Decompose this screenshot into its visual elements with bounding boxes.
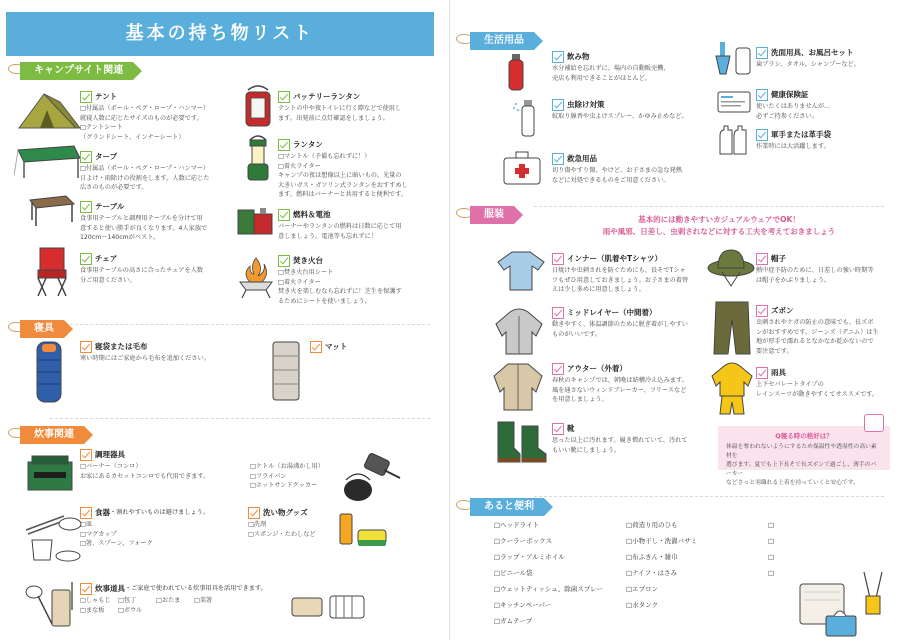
item-washing [248, 506, 338, 539]
desc-line: 分ご用意ください。 [80, 276, 136, 284]
desc-line: □マントル（予備も忘れずに！） [278, 153, 371, 160]
item-name: タープ [95, 151, 118, 161]
item-bonfire [278, 254, 448, 306]
hat-icon [706, 244, 756, 288]
item-name: 寝袋または毛布 [95, 341, 148, 351]
checkbox[interactable] [80, 91, 92, 103]
item-name: ミッドレイヤー（中間着） [567, 307, 657, 317]
desc-line: 日よけ・雨除けの役割をします。人数に応じた [80, 174, 210, 182]
section-bedding: 寝具 [20, 320, 64, 338]
detergent-sponge-icon [336, 510, 392, 554]
item-table [80, 200, 240, 243]
checkbox[interactable] [552, 363, 564, 375]
checkbox[interactable] [756, 89, 768, 101]
checkbox[interactable] [80, 253, 92, 265]
gift-icon [864, 414, 884, 432]
tissue-box-icon [824, 606, 858, 638]
checkbox[interactable] [278, 255, 290, 267]
desc-line: などに対処できるものをご用意ください。 [552, 176, 670, 184]
desc-line: □付属品（ポール・ペグ・ロープ・ハンマー） [80, 105, 210, 112]
desc-line: □焚き火台用シート [278, 269, 334, 276]
item-tableware [80, 506, 250, 549]
desc-line: 地が厚手で濡れるとなかなか乾かないので [756, 338, 874, 346]
lantern-icon [240, 134, 276, 186]
intro-line: 雨や風邪、日差し、虫刺されなどに対する工夫を考えておきましょう [602, 226, 836, 236]
section-living: 生活用品 [470, 32, 534, 50]
checkbox[interactable] [278, 91, 290, 103]
desc-line: □皿 [80, 521, 93, 528]
item-name: 帽子 [771, 253, 786, 263]
useful-item[interactable]: □ナイフ・はさみ [626, 569, 677, 577]
table-icon [26, 192, 76, 228]
desc-line: 上下セパレートタイプの [756, 381, 824, 388]
tent-icon [14, 88, 84, 134]
item-name: インナー（肌着やTシャツ） [567, 253, 662, 263]
desc-line: 水分補給を忘れずに。場内の自動販売機、 [552, 65, 670, 72]
divider [50, 324, 430, 325]
desc-line: □マグカップ [80, 530, 117, 538]
clothing-intro [544, 214, 894, 237]
desc-line: 意すると使い勝手が良くなります。4人家族で [80, 224, 208, 232]
checkbox[interactable] [552, 153, 564, 165]
checkbox[interactable] [80, 449, 92, 461]
checkbox[interactable] [310, 341, 322, 353]
item-mid [552, 306, 722, 339]
checkbox[interactable] [80, 151, 92, 163]
desc-line: 食事用テーブルの高さに合ったチェアを人数 [80, 267, 204, 274]
checkbox[interactable] [756, 305, 768, 317]
desc-line: 意しましょう。電池等も忘れずに！ [278, 232, 377, 240]
section-campsite: キャンプサイト関連 [20, 62, 133, 80]
grill-basket-icon [290, 590, 366, 624]
bonfire-icon [236, 254, 276, 298]
tarp-icon [14, 140, 84, 180]
tip-line: 選びます。夏でも上下長そで長ズボンで過ごし、薄手のパーカー [726, 462, 877, 478]
checkbox[interactable] [756, 253, 768, 265]
item-tarp [80, 150, 240, 193]
battery-lantern-icon [240, 84, 276, 130]
useful-item[interactable]: □クーラーボックス [494, 537, 553, 545]
desc-line: 動きやすく、体温調節のために脱ぎ着がしやすい [552, 321, 688, 328]
useful-item[interactable]: □布ふきん・雑巾 [626, 553, 678, 561]
useful-item[interactable]: □ヘッドライト [494, 521, 539, 529]
raincoat-icon [710, 362, 754, 416]
item-lantern [278, 138, 448, 200]
checkbox[interactable] [80, 507, 92, 519]
checkbox[interactable] [278, 209, 290, 221]
item-first-aid [552, 152, 722, 185]
useful-item[interactable]: □ [768, 521, 775, 529]
item-name: 燃料＆電池 [293, 209, 331, 219]
desc-line: □おたま [156, 597, 181, 604]
checkbox[interactable] [80, 341, 92, 353]
desc-line: 焚き火を楽しむなら忘れずに！芝生を保護す [278, 288, 402, 296]
item-name: アウター（外着） [567, 363, 627, 373]
desc-line: □ボウル [118, 606, 143, 614]
desc-line: 広さのものが必要です。 [80, 184, 148, 192]
desc-line: は帽子をかぶりましょう。 [756, 276, 831, 284]
tip-title: Q寝る時の格好は？ [775, 432, 833, 440]
left-page [0, 0, 450, 640]
stove-icon [24, 452, 76, 496]
useful-item[interactable]: □荷造り用のひも [626, 521, 678, 529]
divider [534, 496, 884, 497]
clothespin-icon [856, 568, 890, 618]
sleep-tip-box [718, 426, 890, 486]
item-name: ランタン [293, 139, 323, 149]
desc-line: □フライパン [250, 472, 287, 480]
item-name: テント [95, 91, 118, 101]
desc-line: 就寝人数に応じたサイズのものが必要です。 [80, 114, 203, 122]
pan-kettle-icon [336, 450, 402, 506]
hoodie-icon [492, 306, 546, 356]
desc-line: 要注意です。 [756, 347, 793, 355]
desc-line: 寒い時期にはご家庭から毛布を追加ください。 [80, 355, 210, 362]
desc-line: □ホットサンドクッカー [250, 482, 318, 490]
desc-line: □しゃもじ [80, 597, 111, 604]
item-name: 飲み物 [567, 51, 590, 61]
item-fuel [278, 208, 448, 241]
desc-line: □菜箸 [194, 597, 213, 604]
useful-item[interactable]: □ガムテープ [494, 617, 533, 625]
kitchen-tools-icon [22, 580, 80, 636]
desc-line: お家にあるカセットコンロでも代用できます。 [80, 472, 210, 480]
item-name: バッテリーランタン [293, 91, 361, 101]
item-name: 炊事道具 [95, 583, 125, 593]
desc-line: 切り傷やすり傷、やけど、お子さまの急な発熱 [552, 167, 682, 174]
right-page [454, 0, 904, 640]
useful-item[interactable]: □小物干し・洗濯バサミ [626, 537, 698, 545]
section-clothing: 服装 [470, 206, 514, 224]
item-name: 虫除け対策 [567, 99, 605, 109]
desc-line: 思った以上に汚れます。履き慣れていて、汚れて [552, 437, 688, 444]
item-rain [756, 366, 904, 399]
chair-icon [30, 244, 74, 298]
tableware-icon [24, 508, 84, 568]
useful-item[interactable]: □エプロン [626, 585, 659, 593]
useful-item[interactable]: □ [768, 553, 775, 561]
item-name: 救急用品 [567, 153, 597, 163]
item-name: 靴 [567, 423, 575, 433]
item-name: 洗い物グッズ [263, 507, 308, 517]
first-aid-icon [502, 150, 542, 186]
item-shoes [552, 422, 722, 455]
desc-line: □バーナー（コンロ） [80, 463, 142, 470]
desc-line: □箸、スプーン、フォーク [80, 540, 153, 548]
checkbox[interactable] [756, 367, 768, 379]
item-name: 洗面用具、お風呂セット [771, 47, 854, 57]
item-sleeping-bag [80, 340, 260, 364]
desc-line: □まな板 [80, 606, 105, 614]
desc-line: ンがおすすめです。ジーンズ（デニム）は生 [756, 328, 879, 336]
useful-item[interactable]: □ [768, 537, 775, 545]
checkbox[interactable] [80, 583, 92, 595]
checkbox[interactable] [248, 507, 260, 519]
page-title: 基本の持ち物リスト [6, 12, 434, 56]
fuel-icon [236, 204, 276, 238]
item-outer [552, 362, 722, 405]
jacket-icon [490, 360, 546, 412]
checkbox[interactable] [756, 47, 768, 59]
item-hat [756, 252, 904, 285]
desc-line: を用意しましょう。 [552, 396, 608, 404]
item-pants [756, 304, 904, 356]
desc-line: 使いたくはありませんが… [756, 103, 831, 110]
desc-line: 風を通さないウィンドブレーカー、フリースなど [552, 386, 687, 394]
desc-line: レインスーツが動きやすくてオススメです。 [756, 390, 879, 398]
tip-line: などさっと羽織れる上着を持っていくと安心です。 [726, 480, 859, 486]
bottle-icon [506, 52, 526, 92]
desc-line: 歯ブラシ、タオル、シャンプーなど。 [756, 61, 860, 68]
section-useful: あると便利 [470, 498, 544, 516]
item-note: ・ご家庭で使われている炊事用具を活用できます。 [125, 584, 267, 592]
desc-line: バーナーやランタンの燃料は日数に応じて用 [278, 223, 402, 230]
desc-line: キャンプの夜は想像以上に暗いもの。光量の [278, 172, 402, 180]
item-name: チェア [95, 253, 118, 263]
desc-line: □テントシート [80, 124, 123, 132]
desc-line: るためにシートを使いましょう。 [278, 297, 371, 305]
toiletries-icon [714, 40, 754, 80]
desc-line: テントの中や夜トイレに行く際などで使用し [278, 105, 402, 112]
item-insect [552, 98, 722, 122]
desc-line: 必ずご持参ください。 [756, 112, 818, 120]
item-name: ズボン [771, 305, 794, 315]
desc-line: ツもぜひ用意しておきましょう。お子さまの着替 [552, 276, 689, 284]
desc-line: 蚊取り線香や虫よけスプレー、かゆみ止めなど。 [552, 113, 688, 120]
item-kitchen-tools [80, 582, 310, 615]
item-cooking-utensils [80, 448, 250, 481]
desc-line: 日焼けや虫刺されを防ぐためにも、長そでTシャ [552, 267, 686, 274]
tshirt-icon [496, 248, 546, 292]
item-chair [80, 252, 240, 285]
boots-icon [494, 418, 548, 466]
item-mat [310, 340, 410, 354]
item-battery-lantern [278, 90, 448, 123]
desc-line: （グランドシート、インナーシート） [80, 133, 185, 141]
spray-icon [512, 98, 542, 138]
desc-line: 作業時には大活躍します。 [756, 143, 830, 150]
desc-line: □ケトル（お湯沸かし用） [250, 463, 324, 470]
desc-line: もいい靴にしましょう。 [552, 446, 621, 454]
useful-item[interactable]: □ビニール袋 [494, 569, 533, 577]
desc-line: 120cm〜140cmがベスト。 [80, 234, 160, 242]
useful-item[interactable]: □ [768, 569, 775, 577]
checkbox[interactable] [552, 423, 564, 435]
item-note: ・割れやすいものは避けましょう。 [110, 508, 209, 516]
checkbox[interactable] [552, 99, 564, 111]
item-tent [80, 90, 240, 142]
checkbox[interactable] [552, 307, 564, 319]
item-name: テーブル [95, 201, 125, 211]
divider [50, 418, 430, 419]
mat-icon [270, 340, 302, 402]
useful-item[interactable]: □ラップ・アルミホイル [494, 553, 565, 561]
item-gloves [756, 128, 904, 152]
desc-line: ものがいいです。 [552, 330, 602, 338]
tip-line: 体温を奪われないようにするため保温性や透湿性の高い素材を [726, 444, 877, 460]
item-name: 調理器具 [95, 449, 125, 459]
desc-line: 食事用テーブルと調理用テーブルを分けて用 [80, 215, 203, 222]
desc-line: □洗剤 [248, 521, 267, 528]
checkbox[interactable] [80, 201, 92, 213]
desc-line: 春秋のキャンプでは、朝晩は結構冷え込みます。 [552, 377, 688, 384]
item-insurance [756, 88, 904, 121]
item-name: 健康保険証 [771, 89, 809, 99]
desc-line: 売店も利用できることがほとんど。 [552, 74, 651, 82]
pants-icon [712, 300, 752, 356]
desc-line: □着火ライター [278, 278, 321, 286]
desc-line: □着火ライター [278, 162, 321, 170]
item-drink [552, 50, 722, 83]
item-name: マット [325, 341, 348, 351]
desc-line: □付属品（ポール・ペグ・ロープ・ハンマー） [80, 165, 210, 172]
useful-item[interactable]: □ウェットティッシュ、除菌スプレー [494, 585, 603, 593]
checkbox[interactable] [756, 129, 768, 141]
desc-line: □包丁 [118, 597, 137, 604]
item-name: 雨具 [771, 367, 786, 377]
item-inner [552, 252, 722, 295]
intro-line: 基本的には動きやすいカジュアルウェアでOK！ [638, 215, 800, 224]
insurance-card-icon [716, 90, 752, 114]
desc-line: えは少し多めに用意しましょう。 [552, 286, 645, 294]
gloves-icon [716, 124, 752, 158]
item-name: 食器 [95, 507, 110, 517]
desc-line: 虫刺されやケガの防止の意味でも、長ズボ [756, 319, 874, 326]
item-name: 焚き火台 [293, 255, 323, 265]
desc-line: □スポンジ・たわしなど [248, 530, 316, 538]
checkbox[interactable] [552, 253, 564, 265]
item-toiletries [756, 46, 904, 70]
section-cooking: 炊事関連 [20, 426, 84, 444]
desc-line: ます。出発前に点灯確認をしましょう。 [278, 114, 389, 122]
useful-item[interactable]: □水タンク [626, 601, 659, 609]
sleeping-bag-icon [34, 340, 64, 404]
desc-line: 大きいガス・ガソリン式ランタンをおすすめし [278, 181, 408, 189]
item-name: 軍手または革手袋 [771, 129, 831, 139]
desc-line: ます。燃料はバーナーと共用すると便利です。 [278, 191, 407, 199]
checkbox[interactable] [278, 139, 290, 151]
checkbox[interactable] [552, 51, 564, 63]
divider [534, 206, 884, 207]
desc-line: 熱中症予防のために、日差しの強い時期等 [756, 267, 874, 274]
useful-item[interactable]: □キッチンペーパー [494, 601, 552, 609]
